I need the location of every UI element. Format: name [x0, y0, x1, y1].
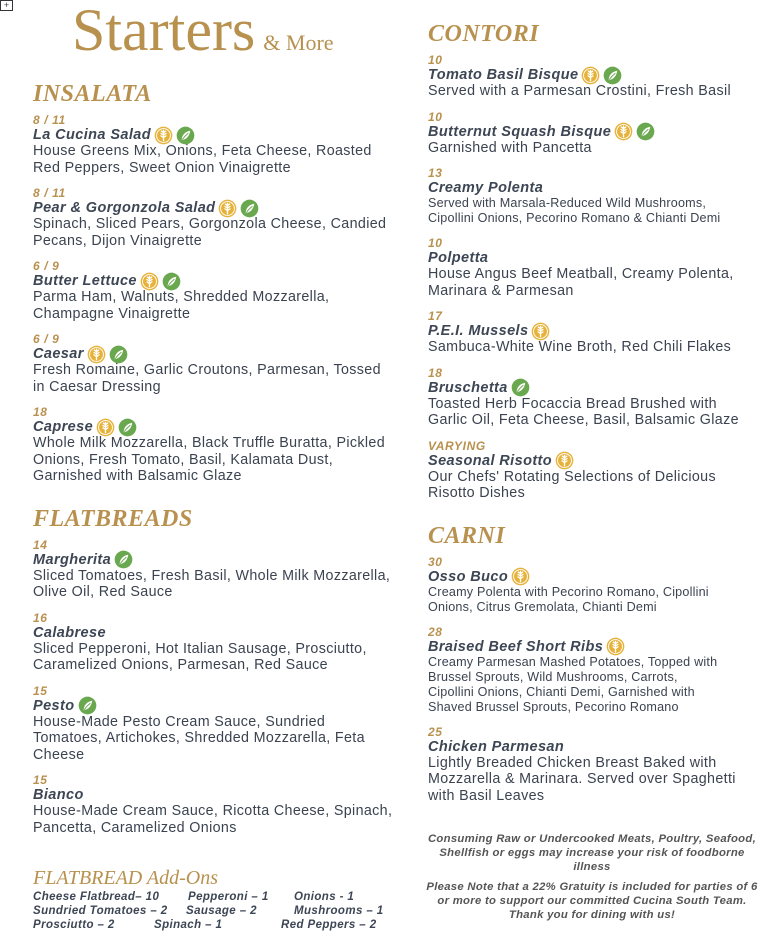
item-description: Served with Marsala-Reduced Wild Mushrooms, Cipollini Onions, Pecorino Romano & Chianti Demi	[428, 196, 721, 225]
item-description: Sliced Tomatoes, Fresh Basil, Whole Milk Mozzarella, Olive Oil, Red Sauce	[33, 567, 391, 600]
vegetarian-leaf-icon	[636, 122, 655, 141]
expand-icon[interactable]: +	[0, 0, 13, 11]
section-heading: CONTORI	[428, 21, 540, 47]
item-price: 13	[428, 166, 443, 180]
item-price: 8 / 11	[33, 186, 66, 200]
item-price: 30	[428, 554, 443, 569]
item-description: Fresh Romaine, Garlic Croutons, Parmesan, Tossed in Caesar Dressing	[33, 362, 381, 395]
addon-item: Red Peppers – 2	[281, 919, 377, 931]
item-description: Garnished with Pancetta	[428, 139, 592, 156]
addon-item: Cheese Flatbread– 10	[33, 891, 160, 903]
item-name-row	[428, 180, 768, 196]
item-name-row	[428, 569, 768, 585]
item-price: 17	[428, 309, 443, 323]
page-title	[72, 0, 334, 65]
item-description: Creamy Parmesan Mashed Potatoes, Topped with Brussel Sprouts, Wild Mushrooms, Carrots, Cipollini Onions, Chianti Demi, Garnished with Shaved Brussel Sprouts, Pecorino Romano	[428, 654, 718, 714]
menu-item	[428, 111, 768, 157]
item-description: House-Made Pesto Cream Sauce, Sundried Tomatoes, Artichokes, Shredded Mozzarella, Feta Cheese	[33, 713, 365, 763]
menu-item	[33, 685, 408, 764]
item-price: 15	[33, 683, 48, 698]
menu-item	[33, 187, 408, 249]
item-name: Chicken Parmesan	[428, 738, 565, 755]
item-name: Butter Lettuce	[33, 273, 137, 289]
menu-item	[428, 310, 768, 356]
item-name: Butternut Squash Bisque	[428, 123, 612, 140]
item-name-row	[428, 124, 768, 140]
addons-row	[33, 890, 403, 904]
menu-item	[428, 556, 768, 615]
menu-item	[428, 440, 768, 502]
addons-row	[33, 918, 403, 932]
item-name-row	[428, 323, 768, 339]
item-description: Sambuca-White Wine Broth, Red Chili Flakes	[428, 339, 732, 355]
item-price: 10	[428, 236, 443, 250]
item-description: Toasted Herb Focaccia Bread Brushed with Garlic Oil, Feta Cheese, Basil, Balsamic Glaze	[428, 395, 739, 428]
item-name: Calabrese	[33, 624, 106, 641]
gluten-free-wheat-icon	[555, 451, 574, 470]
item-name: Tomato Basil Bisque	[428, 67, 579, 83]
item-name-row	[428, 639, 768, 655]
item-name-row	[33, 346, 408, 362]
item-name: La Cucina Salad	[33, 127, 152, 143]
vegetarian-leaf-icon	[162, 272, 181, 291]
menu-item	[33, 333, 408, 395]
gratuity-note: Please Note that a 22% Gratuity is included for parties of 6 or more to support our committed Cucina South Team. Thank you for dining with us!	[426, 881, 758, 921]
gluten-free-wheat-icon	[614, 122, 633, 141]
item-name-row	[33, 625, 408, 641]
addon-item: Spinach – 1	[154, 919, 223, 931]
item-name-row	[428, 380, 768, 396]
vegetarian-leaf-icon	[78, 696, 97, 715]
gluten-free-wheat-icon	[154, 126, 173, 145]
menu-item	[428, 237, 768, 299]
left-column	[33, 80, 408, 847]
item-name: Bruschetta	[428, 379, 508, 396]
item-name-row	[428, 67, 768, 83]
item-price: 18	[428, 365, 443, 380]
addons-row	[33, 904, 403, 918]
item-price: 6 / 9	[33, 259, 60, 273]
section-contori	[428, 20, 768, 502]
vegetarian-leaf-icon	[511, 378, 530, 397]
item-description: Parma Ham, Walnuts, Shredded Mozzarella, Champagne Vinaigrette	[33, 289, 330, 322]
item-name: Pear & Gorgonzola Salad	[33, 200, 216, 216]
item-name-row	[33, 273, 408, 289]
item-price: 15	[33, 773, 48, 787]
title-sub: & More	[263, 30, 334, 55]
section-heading: INSALATA	[33, 81, 152, 107]
item-price: 28	[428, 624, 443, 639]
menu-item	[33, 612, 408, 674]
item-name-row	[428, 453, 768, 469]
vegetarian-leaf-icon	[176, 126, 195, 145]
item-name-row	[33, 419, 408, 435]
item-name: P.E.I. Mussels	[428, 323, 529, 339]
gluten-free-wheat-icon	[606, 637, 625, 656]
gluten-free-wheat-icon	[218, 199, 237, 218]
item-name-row	[33, 698, 408, 714]
item-description: Sliced Pepperoni, Hot Italian Sausage, Prosciutto, Caramelized Onions, Parmesan, Red Sauce	[33, 640, 367, 673]
gluten-free-wheat-icon	[581, 66, 600, 85]
item-price: 14	[33, 537, 48, 552]
item-name: Pesto	[33, 697, 75, 714]
item-name: Caesar	[33, 346, 84, 362]
item-description: Creamy Polenta with Pecorino Romano, Cipollini Onions, Citrus Gremolata, Chianti Demi	[428, 584, 709, 614]
item-price: 25	[428, 724, 443, 739]
item-description: Whole Milk Mozzarella, Black Truffle Buratta, Pickled Onions, Fresh Tomato, Basil, Kalamata Dust, Garnished with Balsamic Glaze	[33, 435, 385, 484]
right-column	[428, 20, 768, 815]
item-name-row	[33, 787, 408, 803]
item-name: Polpetta	[428, 250, 489, 266]
addon-item: Pepperoni – 1	[188, 891, 269, 903]
vegetarian-leaf-icon	[114, 550, 133, 569]
gluten-free-wheat-icon	[140, 272, 159, 291]
gluten-free-wheat-icon	[87, 345, 106, 364]
addons-heading: FLATBREAD Add-Ons	[33, 867, 218, 889]
item-price: VARYING	[428, 438, 486, 453]
title-main: Starters	[72, 0, 256, 63]
menu-item	[428, 167, 768, 226]
item-description: House Greens Mix, Onions, Feta Cheese, Roasted Red Peppers, Sweet Onion Vinaigrette	[33, 143, 372, 176]
addon-item: Sundried Tomatoes – 2	[33, 905, 168, 917]
item-description: Lightly Breaded Chicken Breast Baked with Mozzarella & Marinara. Served over Spaghetti with Basil Leaves	[428, 754, 736, 804]
item-name-row	[428, 739, 768, 755]
item-price: 10	[428, 53, 443, 67]
addon-item: Mushrooms – 1	[294, 905, 384, 917]
item-description: Our Chefs' Rotating Selections of Delicious Risotto Dishes	[428, 468, 716, 501]
menu-item	[428, 367, 768, 429]
menu-item	[428, 54, 768, 100]
item-price: 18	[33, 405, 48, 419]
item-name-row	[428, 250, 768, 266]
flatbread-addons	[33, 866, 403, 932]
menu-item	[33, 774, 408, 836]
gluten-free-wheat-icon	[511, 567, 530, 586]
item-name: Caprese	[33, 419, 94, 435]
item-name: Bianco	[33, 787, 84, 803]
section-heading: FLATBREADS	[33, 505, 193, 532]
item-name-row	[33, 200, 408, 216]
section-insalata	[33, 80, 408, 485]
section-carni	[428, 522, 768, 805]
item-description: House Angus Beef Meatball, Creamy Polenta, Marinara & Parmesan	[428, 266, 734, 299]
menu-item	[428, 626, 768, 715]
disclaimer	[420, 832, 764, 928]
vegetarian-leaf-icon	[109, 345, 128, 364]
item-name-row	[33, 552, 408, 568]
item-name-row	[33, 127, 408, 143]
section-flatbreads	[33, 505, 408, 837]
menu-item	[33, 260, 408, 322]
menu-item	[33, 539, 408, 601]
gluten-free-wheat-icon	[531, 322, 550, 341]
item-name: Braised Beef Short Ribs	[428, 638, 604, 655]
addon-item: Prosciutto – 2	[33, 919, 115, 931]
vegetarian-leaf-icon	[118, 418, 137, 437]
menu-item	[33, 114, 408, 176]
menu-item	[33, 406, 408, 485]
vegetarian-leaf-icon	[603, 66, 622, 85]
item-name: Seasonal Risotto	[428, 452, 553, 469]
item-price: 10	[428, 109, 443, 124]
gluten-free-wheat-icon	[96, 418, 115, 437]
menu-item	[428, 726, 768, 805]
item-price: 6 / 9	[33, 332, 60, 346]
addon-item: Sausage – 2	[186, 905, 257, 917]
vegetarian-leaf-icon	[240, 199, 259, 218]
item-description: Served with a Parmesan Crostini, Fresh Basil	[428, 83, 732, 99]
item-name: Creamy Polenta	[428, 180, 544, 196]
item-description: House-Made Cream Sauce, Ricotta Cheese, Spinach, Pancetta, Caramelized Onions	[33, 803, 393, 836]
section-heading: CARNI	[428, 522, 506, 549]
addon-item: Onions - 1	[294, 891, 355, 903]
raw-food-warning: Consuming Raw or Undercooked Meats, Poultry, Seafood, Shellfish or eggs may increase your risk of foodborne illness	[427, 833, 757, 873]
item-price: 16	[33, 610, 48, 625]
item-name: Osso Buco	[428, 568, 509, 585]
item-name: Margherita	[33, 551, 112, 568]
item-price: 8 / 11	[33, 113, 66, 127]
item-description: Spinach, Sliced Pears, Gorgonzola Cheese, Candied Pecans, Dijon Vinaigrette	[33, 216, 387, 249]
